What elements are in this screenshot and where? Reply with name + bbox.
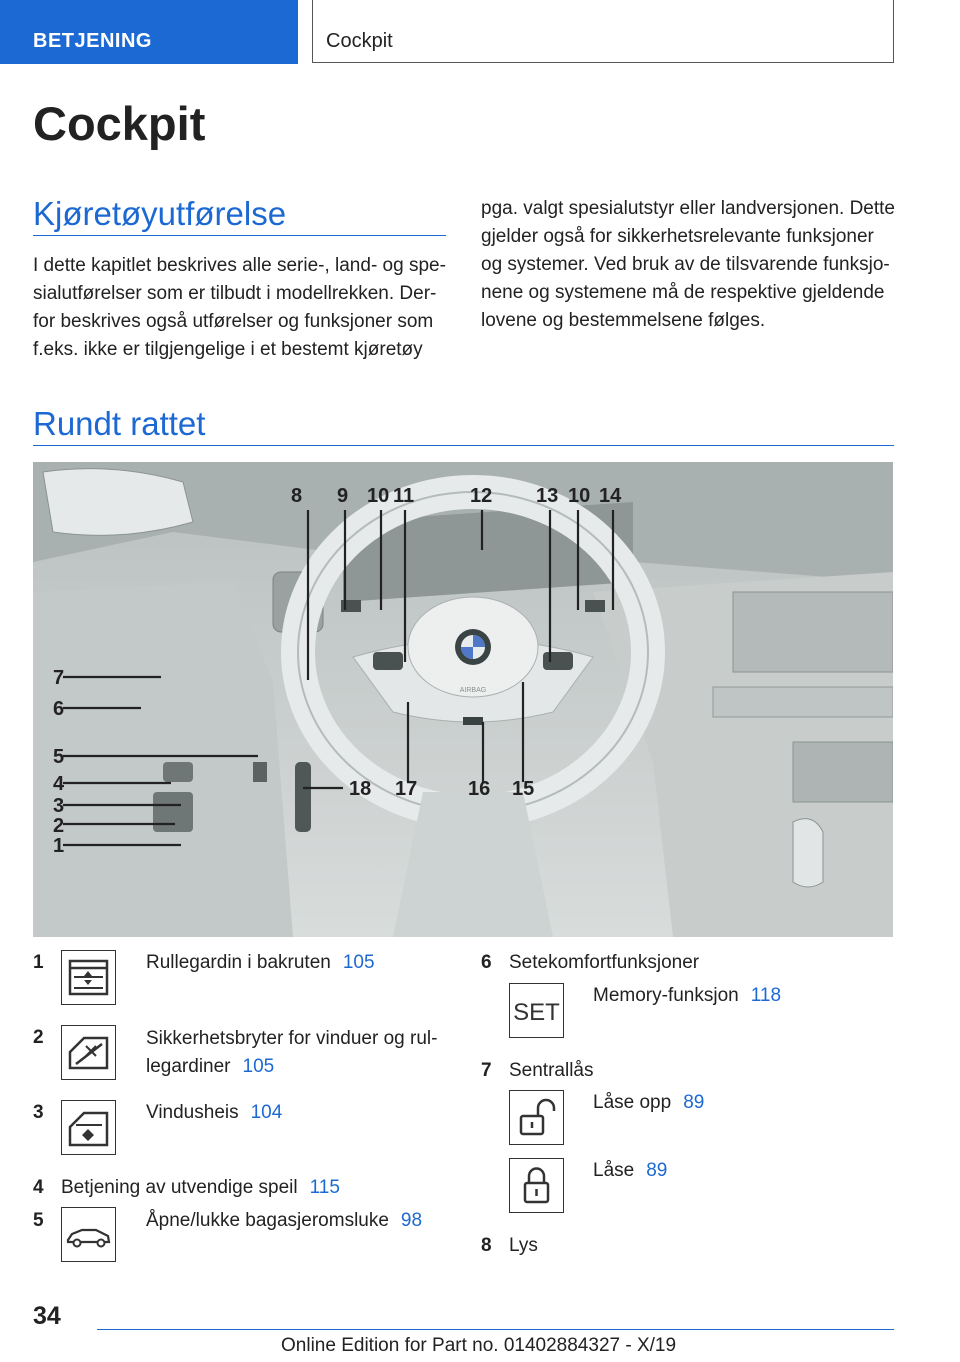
airbag-label: AIRBAG [459,687,487,694]
page-ref-5[interactable]: 98 [400,1210,423,1231]
legend-num-1: 1 [33,952,44,973]
page-ref-7b[interactable]: 89 [646,1160,668,1181]
legend-num-3: 3 [33,1102,44,1123]
callout-6: 6 [53,698,65,720]
unlock-icon [509,1090,564,1145]
legend-num-4: 4 [33,1177,44,1198]
legend-num-6: 6 [481,952,492,973]
legend-item-1: Rullegardin i bakruten 105 [146,952,375,973]
callout-5: 5 [53,746,65,768]
chapter-tab-label: Cockpit [326,30,393,52]
page-number: 34 [33,1302,61,1330]
legend-item-8: Lys [509,1235,538,1256]
page-ref-6[interactable]: 118 [750,985,782,1006]
legend-item-6: Setekomfortfunksjoner [509,952,700,973]
callout-1: 1 [53,835,65,857]
callout-14: 14 [599,485,622,507]
page-ref-3[interactable]: 104 [250,1102,283,1123]
callout-10b: 10 [568,485,591,507]
callout-18: 18 [349,778,372,800]
legend-num-2: 2 [33,1027,44,1048]
car-trunk-icon [61,1207,116,1262]
callout-12: 12 [470,485,493,507]
page-ref-4[interactable]: 115 [309,1177,340,1198]
page-ref-7a[interactable]: 89 [683,1092,705,1113]
section-rule-2 [33,445,894,446]
intro-paragraph-left: I dette kapitlet beskrives alle serie-, land- og spe- sialutførelser som er tilbudt i modellrekken. Der- for beskrives også utførelser og funksjoner som f.eks. ikke er tilgjengelige i et bestemt kjøretøy [33,255,446,360]
callout-15: 15 [512,778,535,800]
section-heading-variant: Kjøretøyutførelse [33,195,287,232]
section-tab [0,0,298,64]
rear-blind-icon [61,950,116,1005]
section-heading-steering: Rundt rattet [33,405,206,442]
svg-text:SET: SET [513,999,560,1026]
callout-16: 16 [468,778,491,800]
section-tab-label: BETJENING [33,30,152,52]
legend-item-4: Betjening av utvendige speil 115 [61,1177,340,1198]
legend-item-7-lock: Låse 89 [593,1160,668,1181]
callout-8: 8 [291,485,303,507]
cockpit-photo [33,462,893,937]
callout-4: 4 [53,773,65,795]
footer-rule [97,1329,894,1330]
callout-17: 17 [395,778,418,800]
memory-set-icon [509,983,564,1038]
footer-edition: Online Edition for Part no. 01402884327 - X/19 [281,1335,677,1356]
legend-num-8: 8 [481,1235,492,1256]
lock-icon [509,1158,564,1213]
callout-13: 13 [536,485,559,507]
window-safety-switch-icon [61,1025,116,1080]
callout-9: 9 [337,485,349,507]
callout-3: 3 [53,795,65,817]
page-title: Cockpit [33,97,206,150]
callout-2: 2 [53,815,65,837]
callout-10a: 10 [367,485,390,507]
legend-item-7-unlock: Låse opp 89 [593,1092,705,1113]
legend-item-7: Sentrallås [509,1060,594,1081]
page-ref-1[interactable]: 105 [342,952,375,973]
legend-item-2: Sikkerhetsbryter for vinduer og rul- legardiner 105 [146,1028,438,1077]
legend-item-3: Vindusheis 104 [146,1102,283,1123]
legend-item-5: Åpne/lukke bagasjeromsluke 98 [146,1210,423,1231]
page-ref-2[interactable]: 105 [242,1056,275,1077]
section-rule [33,235,446,236]
legend-item-6-memory: Memory-funksjon 118 [593,985,782,1006]
callout-11: 11 [393,485,415,507]
legend-num-7: 7 [481,1060,492,1081]
legend-num-5: 5 [33,1210,44,1231]
callout-7: 7 [53,667,65,689]
chapter-tab [312,0,894,63]
intro-paragraph-right: pga. valgt spesialutstyr eller landversjonen. Dette gjelder også for sikkerhetsrelevante funksjoner og systemer. Ved bruk av de tilsvarende funksjo- nene og systemene må de respektive gjeldende lovene og bestemmelsene følges. [481,198,896,331]
window-lift-icon [61,1100,116,1155]
